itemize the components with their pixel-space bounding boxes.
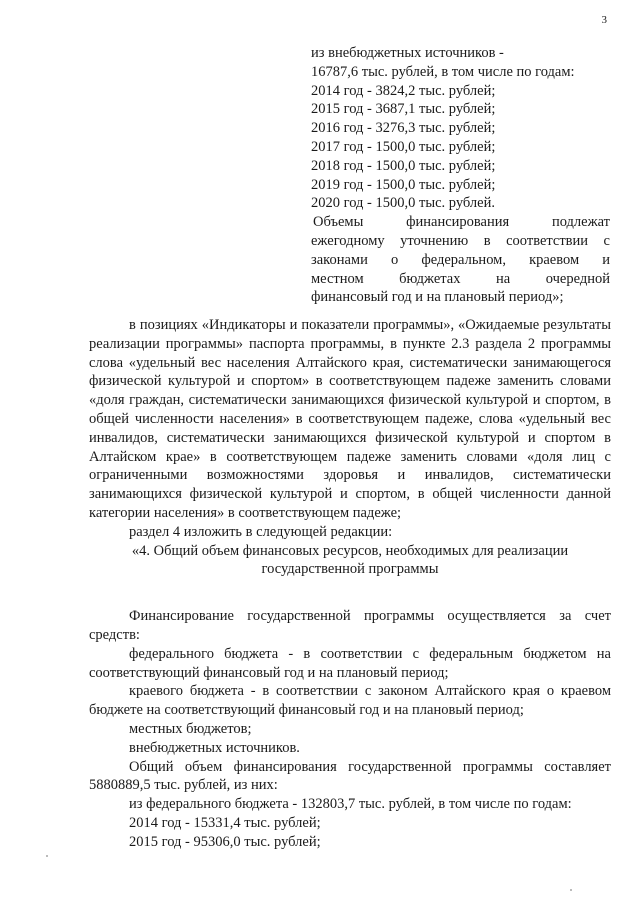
text-line: Объемы финансирования подлежат	[313, 214, 610, 231]
paragraph: 2014 год - 15331,4 тыс. рублей;	[129, 814, 321, 831]
paragraph: в позициях «Индикаторы и показатели программы», «Ожидаемые результаты реализации программы» паспорта программы, в пункте 2.3 раздела 2 программы слова «удельный вес населения Алтайского края, систематически занимающегося физической культурой и спортом» в соответствующем падеже заменить словами «доля граждан, систематически занимающихся физической культурой и спортом, в общей численности населения» в соответствующем падеже, слова «удельный вес инвалидов, систематически занимающихся физической культурой и спортом в Алтайском крае» в соответствующем падеже заменить словами «доля лиц с ограниченными возможностями здоровья и инвалидов, систематически занимающихся физической культурой и спортом, в общей численности данной категории населения» в соответствующем падеже;	[89, 317, 611, 521]
text-line: законами о федеральном, краевом и	[311, 251, 610, 268]
text-line: 2020 год - 1500,0 тыс. рублей.	[311, 195, 495, 212]
section-heading: «4. Общий объем финансовых ресурсов, необходимых для реализации	[131, 542, 569, 559]
paragraph: краевого бюджета - в соответствии с законом Алтайского края о краевом бюджете на соответствующий финансовый год и на плановый период;	[89, 683, 611, 719]
paragraph: из федерального бюджета - 132803,7 тыс. рублей, в том числе по годам:	[129, 796, 572, 813]
text-line: 2019 год - 1500,0 тыс. рублей;	[311, 176, 496, 193]
paragraph: федерального бюджета - в соответствии с федеральным бюджетом на соответствующий финансовый год и на плановый период;	[89, 645, 611, 681]
text-line: финансовый год и на плановый период»;	[311, 289, 564, 306]
scan-artifact	[46, 855, 48, 857]
text-line: 2015 год - 3687,1 тыс. рублей;	[311, 101, 496, 118]
paragraph: Финансирование государственной программы осуществляется за счет средств:	[89, 608, 611, 643]
spacer	[89, 579, 611, 607]
scan-artifact	[570, 889, 572, 891]
text-line: местном бюджетах на очередной	[311, 270, 610, 287]
financing-summary-block	[311, 44, 610, 307]
text-line: 2017 год - 1500,0 тыс. рублей;	[311, 138, 496, 155]
paragraph: Общий объем финансирования государственной программы составляет 5880889,5 тыс. рублей, из них:	[89, 758, 611, 794]
text-line: 16787,6 тыс. рублей, в том числе по годам:	[311, 63, 575, 80]
text-line: 2018 год - 1500,0 тыс. рублей;	[311, 157, 496, 174]
text-line: 2016 год - 3276,3 тыс. рублей;	[311, 120, 496, 137]
paragraph: раздел 4 изложить в следующей редакции:	[129, 523, 393, 540]
text-line: из внебюджетных источников -	[311, 45, 504, 61]
paragraph: 2015 год - 95306,0 тыс. рублей;	[129, 833, 321, 850]
text-line: 2014 год - 3824,2 тыс. рублей;	[311, 82, 496, 99]
document-body	[89, 316, 611, 852]
paragraph: внебюджетных источников.	[129, 739, 300, 756]
section-heading: государственной программы	[261, 561, 439, 578]
paragraph: местных бюджетов;	[129, 720, 252, 737]
page-number: 3	[601, 14, 607, 26]
text-line: ежегодному уточнению в соответствии с	[311, 232, 610, 249]
